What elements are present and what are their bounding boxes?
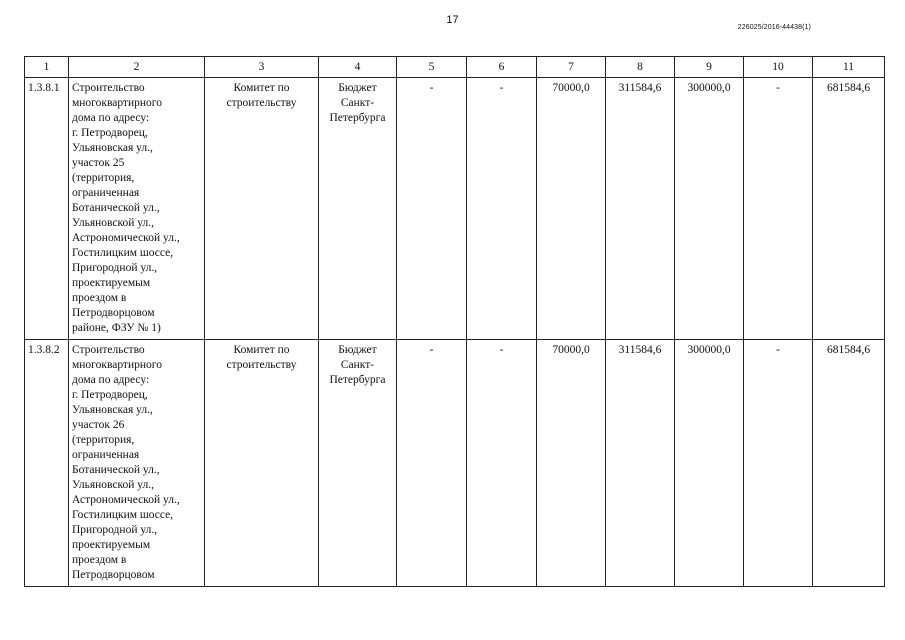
cell-col-5: - xyxy=(397,78,467,340)
column-number-header-row xyxy=(25,57,885,78)
budget-table xyxy=(24,56,885,587)
source-line: Бюджет xyxy=(338,344,377,356)
executor-line: строительству xyxy=(226,359,297,371)
description-line: участок 25 xyxy=(72,157,125,169)
description-line: (территория, xyxy=(72,172,135,184)
page-number: 17 xyxy=(446,14,459,26)
source-line: Петербурга xyxy=(329,112,386,124)
description-line: районе, ФЗУ № 1) xyxy=(72,322,161,334)
column-header: 4 xyxy=(319,57,397,78)
cell-col-9: 300000,0 xyxy=(675,78,744,340)
column-header: 10 xyxy=(744,57,813,78)
item-code: 1.3.8.2 xyxy=(25,340,69,587)
executor-line: Комитет по xyxy=(233,344,290,356)
description-line: проездом в xyxy=(72,554,127,566)
description-line: г. Петродворец, xyxy=(72,389,148,401)
description-line: Строительство xyxy=(72,82,145,94)
column-header: 8 xyxy=(606,57,675,78)
cell-col-11: 681584,6 xyxy=(813,78,885,340)
description-line: Ботанической ул., xyxy=(72,464,160,476)
description-line: участок 26 xyxy=(72,419,125,431)
source-line: Санкт- xyxy=(340,359,375,371)
description-line: Петродворцовом xyxy=(72,307,155,319)
executor-line: Комитет по xyxy=(233,82,290,94)
description-line: Петродворцовом xyxy=(72,569,155,581)
column-header: 6 xyxy=(467,57,537,78)
source-line: Бюджет xyxy=(338,82,377,94)
description-line: Ульяновской ул., xyxy=(72,479,155,491)
item-description xyxy=(69,340,205,587)
description-line: проектируемым xyxy=(72,539,151,551)
description-line: дома по адресу: xyxy=(72,112,150,124)
item-executor xyxy=(205,340,319,587)
description-line: Астрономической ул., xyxy=(72,494,180,506)
cell-col-10: - xyxy=(744,340,813,587)
cell-col-11: 681584,6 xyxy=(813,340,885,587)
description-line: Ульяновская ул., xyxy=(72,142,153,154)
column-header: 5 xyxy=(397,57,467,78)
item-description xyxy=(69,78,205,340)
description-line: Ульяновской ул., xyxy=(72,217,155,229)
item-code: 1.3.8.1 xyxy=(25,78,69,340)
cell-col-7: 70000,0 xyxy=(537,340,606,587)
description-line: многоквартирного xyxy=(72,97,162,109)
description-line: Гостилицким шоссе, xyxy=(72,509,174,521)
description-line: г. Петродворец, xyxy=(72,127,148,139)
column-header: 11 xyxy=(813,57,885,78)
column-header: 2 xyxy=(69,57,205,78)
description-line: Пригородной ул., xyxy=(72,524,158,536)
column-header: 3 xyxy=(205,57,319,78)
item-executor xyxy=(205,78,319,340)
item-funding-source xyxy=(319,78,397,340)
cell-col-5: - xyxy=(397,340,467,587)
table-row xyxy=(25,340,885,587)
cell-col-8: 311584,6 xyxy=(606,340,675,587)
description-line: ограниченная xyxy=(72,187,140,199)
table-row xyxy=(25,78,885,340)
document-id: 226025/2016-44438(1) xyxy=(737,24,811,31)
cell-col-9: 300000,0 xyxy=(675,340,744,587)
description-line: дома по адресу: xyxy=(72,374,150,386)
description-line: проездом в xyxy=(72,292,127,304)
description-line: Астрономической ул., xyxy=(72,232,180,244)
cell-col-8: 311584,6 xyxy=(606,78,675,340)
cell-col-6: - xyxy=(467,340,537,587)
source-line: Петербурга xyxy=(329,374,386,386)
column-header: 9 xyxy=(675,57,744,78)
description-line: проектируемым xyxy=(72,277,151,289)
description-line: Ульяновская ул., xyxy=(72,404,153,416)
cell-col-7: 70000,0 xyxy=(537,78,606,340)
column-header: 1 xyxy=(25,57,69,78)
description-line: Пригородной ул., xyxy=(72,262,158,274)
cell-col-10: - xyxy=(744,78,813,340)
cell-col-6: - xyxy=(467,78,537,340)
column-header: 7 xyxy=(537,57,606,78)
description-line: многоквартирного xyxy=(72,359,162,371)
executor-line: строительству xyxy=(226,97,297,109)
item-funding-source xyxy=(319,340,397,587)
description-line: (территория, xyxy=(72,434,135,446)
description-line: Ботанической ул., xyxy=(72,202,160,214)
description-line: Строительство xyxy=(72,344,145,356)
description-line: ограниченная xyxy=(72,449,140,461)
source-line: Санкт- xyxy=(340,97,375,109)
description-line: Гостилицким шоссе, xyxy=(72,247,174,259)
